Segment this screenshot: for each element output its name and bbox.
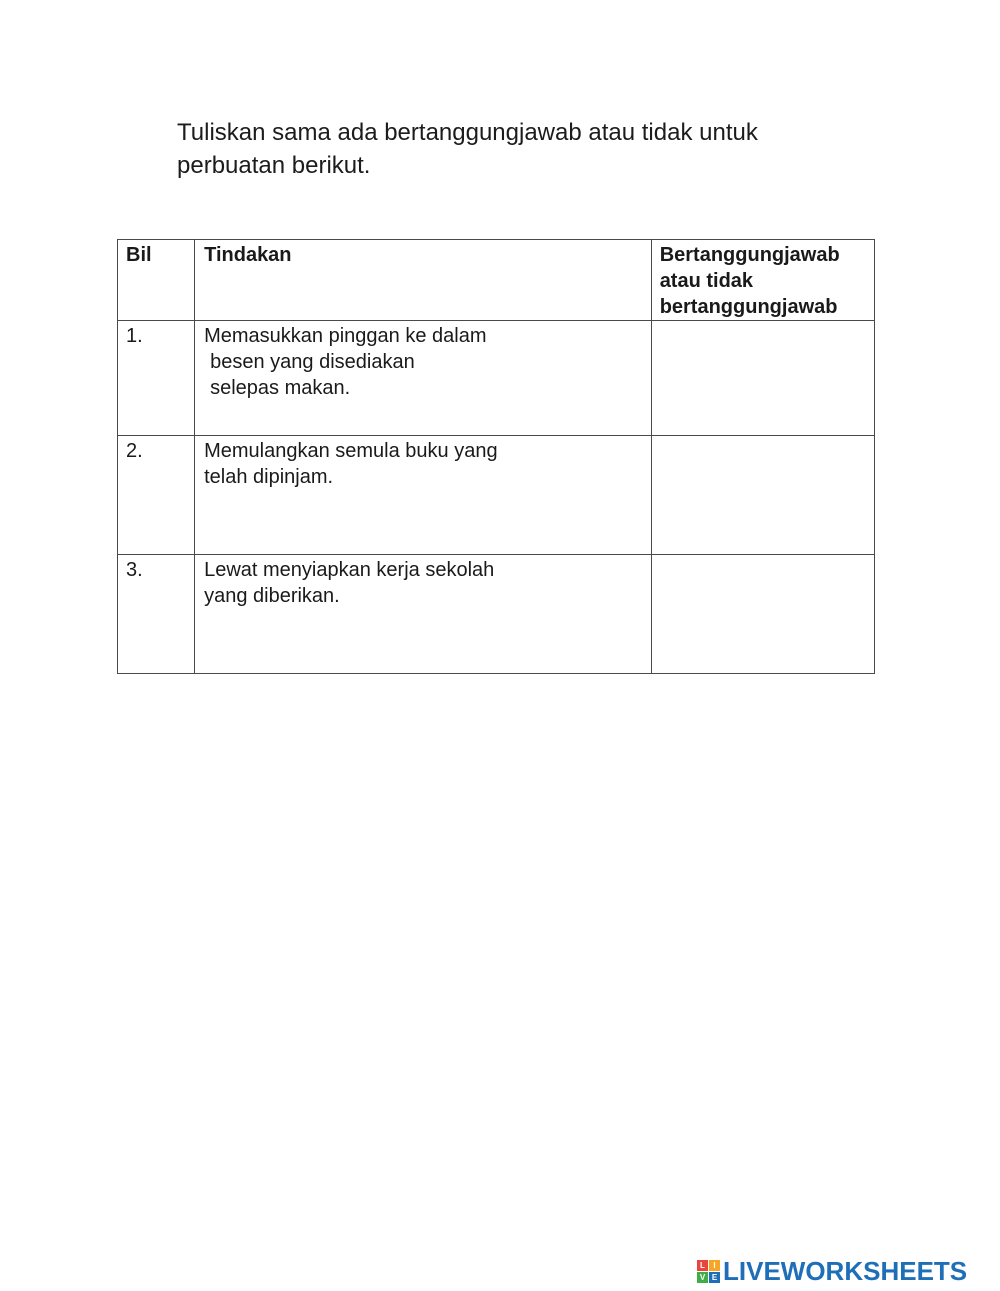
header-bil: Bil	[118, 240, 195, 321]
row-2-tindakan	[195, 436, 652, 555]
row-2-answer-input[interactable]	[652, 436, 874, 554]
instruction-line-2: perbuatan berikut.	[177, 152, 371, 179]
row-1-tindakan-line-3: selepas makan.	[210, 377, 351, 399]
row-3-bil: 3.	[118, 555, 195, 674]
logo-mark-e: E	[709, 1272, 720, 1283]
table-row	[118, 321, 875, 436]
header-answer-line-3: bertanggungjawab	[659, 296, 838, 318]
row-1-bil: 1.	[118, 321, 195, 436]
row-3-tindakan-line-1: Lewat menyiapkan kerja sekolah	[204, 559, 495, 581]
table-row	[118, 555, 875, 674]
row-3-tindakan-line-2: yang diberikan.	[204, 585, 340, 607]
logo-mark-v: V	[697, 1272, 708, 1283]
row-2-bil: 2.	[118, 436, 195, 555]
instruction-line-1: Tuliskan sama ada bertanggungjawab atau tidak untuk	[177, 119, 758, 146]
instruction-text	[177, 116, 857, 182]
row-1-tindakan	[195, 321, 652, 436]
row-3-answer-input[interactable]	[652, 555, 874, 673]
row-3-answer-cell[interactable]	[651, 555, 874, 674]
logo-mark-i: I	[709, 1260, 720, 1271]
row-1-tindakan-line-2: besen yang disediakan	[210, 351, 415, 373]
row-2-tindakan-line-2: telah dipinjam.	[204, 466, 334, 488]
header-answer-line-1: Bertanggungjawab	[659, 244, 840, 266]
table-header-row	[118, 240, 875, 321]
row-2-answer-cell[interactable]	[651, 436, 874, 555]
logo-mark-l: L	[697, 1260, 708, 1271]
liveworksheets-logo	[697, 1257, 967, 1285]
row-1-answer-cell[interactable]	[651, 321, 874, 436]
header-answer	[651, 240, 874, 321]
row-1-answer-input[interactable]	[652, 321, 874, 435]
liveworksheets-logo-icon	[697, 1260, 720, 1283]
header-tindakan: Tindakan	[195, 240, 652, 321]
row-3-tindakan	[195, 555, 652, 674]
row-1-tindakan-line-1: Memasukkan pinggan ke dalam	[204, 325, 487, 347]
header-answer-line-2: atau tidak	[659, 270, 754, 292]
worksheet-table	[117, 239, 875, 674]
logo-text: LIVEWORKSHEETS	[723, 1255, 968, 1286]
table-row	[118, 436, 875, 555]
row-2-tindakan-line-1: Memulangkan semula buku yang	[204, 440, 498, 462]
